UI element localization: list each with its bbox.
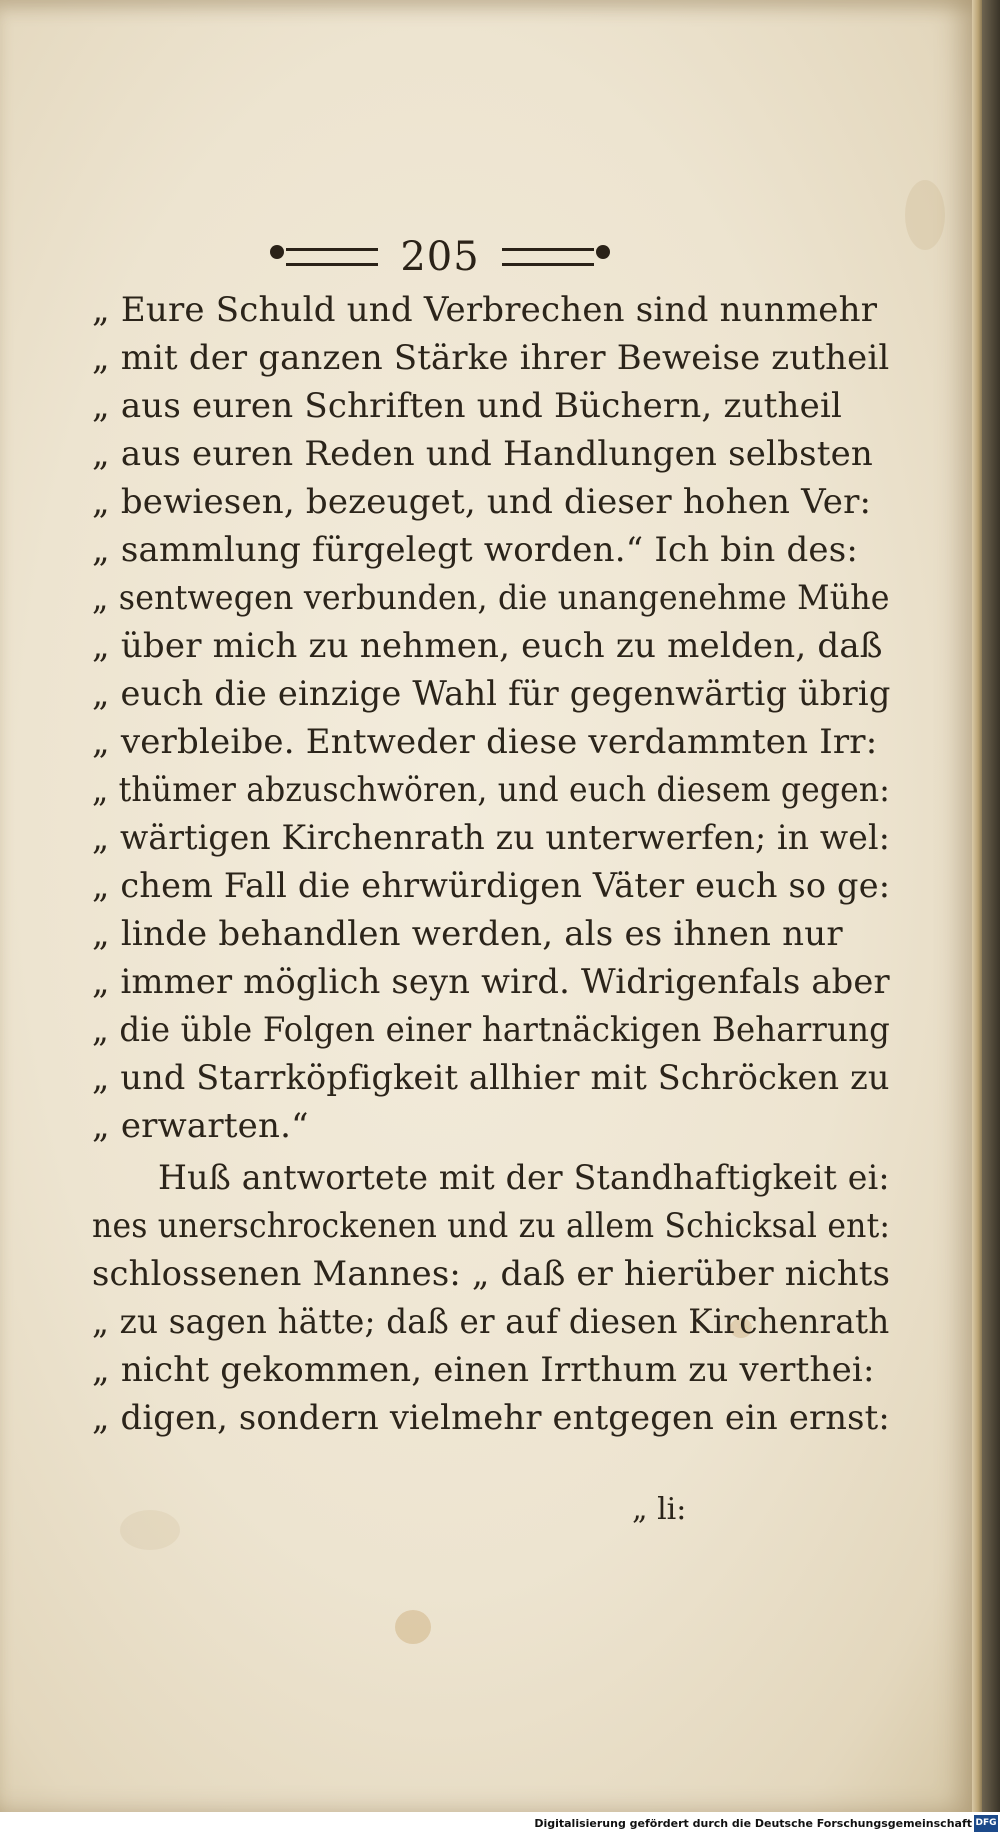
text-line: „ über mich zu nehmen, euch zu melden, daß	[92, 626, 883, 666]
text-line: „ erwarten.“	[92, 1106, 309, 1146]
text-line: „ wärtigen Kirchenrath zu unterwerfen; in wel:	[92, 818, 891, 858]
text-line: „ linde behandlen werden, als es ihnen nur	[92, 914, 843, 954]
text-line: schlossenen Mannes: „ daß er hierüber nichts	[92, 1254, 891, 1294]
funding-credit: Digitalisierung gefördert durch die Deutsche Forschungsgemeinschaft	[534, 1817, 972, 1830]
text-line: „ und Starrköpfigkeit allhier mit Schröcken zu	[92, 1058, 890, 1098]
catchword: „ li:	[632, 1492, 687, 1527]
text-line: Huß antwortete mit der Standhaftigkeit ei:	[158, 1158, 890, 1198]
text-line: „ zu sagen hätte; daß er auf diesen Kirchenrath	[92, 1302, 890, 1342]
text-line: „ die üble Folgen einer hartnäckigen Beharrung	[92, 1010, 890, 1050]
text-line: „ aus euren Reden und Handlungen selbsten	[92, 434, 874, 474]
text-line: „ Eure Schuld und Verbrechen sind nunmehr	[92, 290, 878, 330]
dfg-logo: DFG	[974, 1815, 998, 1832]
text-line: „ thümer abzuschwören, und euch diesem gegen:	[92, 770, 891, 810]
text-line: „ nicht gekommen, einen Irrthum zu verthei:	[92, 1350, 875, 1390]
text-line: „ verbleibe. Entweder diese verdammten Irr:	[92, 722, 878, 762]
page-number: 205	[400, 234, 480, 280]
text-line: „ chem Fall die ehrwürdigen Väter euch so ge:	[92, 866, 891, 906]
text-line: „ bewiesen, bezeuget, und dieser hohen Ver:	[92, 482, 872, 522]
page-edge	[972, 0, 982, 1812]
text-line: „ sentwegen verbunden, die unangenehme Mühe	[92, 578, 890, 618]
scanner-edge	[982, 0, 1000, 1836]
text-line: „ euch die einzige Wahl für gegenwärtig übrig	[92, 674, 891, 714]
text-line: „ mit der ganzen Stärke ihrer Beweise zutheil	[92, 338, 890, 378]
text-line: „ aus euren Schriften und Büchern, zutheil	[92, 386, 843, 426]
text-line: „ immer möglich seyn wird. Widrigenfals aber	[92, 962, 890, 1002]
text-line: „ digen, sondern vielmehr entgegen ein ernst:	[92, 1398, 890, 1438]
text-line: nes unerschrockenen und zu allem Schicksal ent:	[92, 1206, 891, 1246]
text-line: „ sammlung fürgelegt worden.“ Ich bin des:	[92, 530, 859, 570]
